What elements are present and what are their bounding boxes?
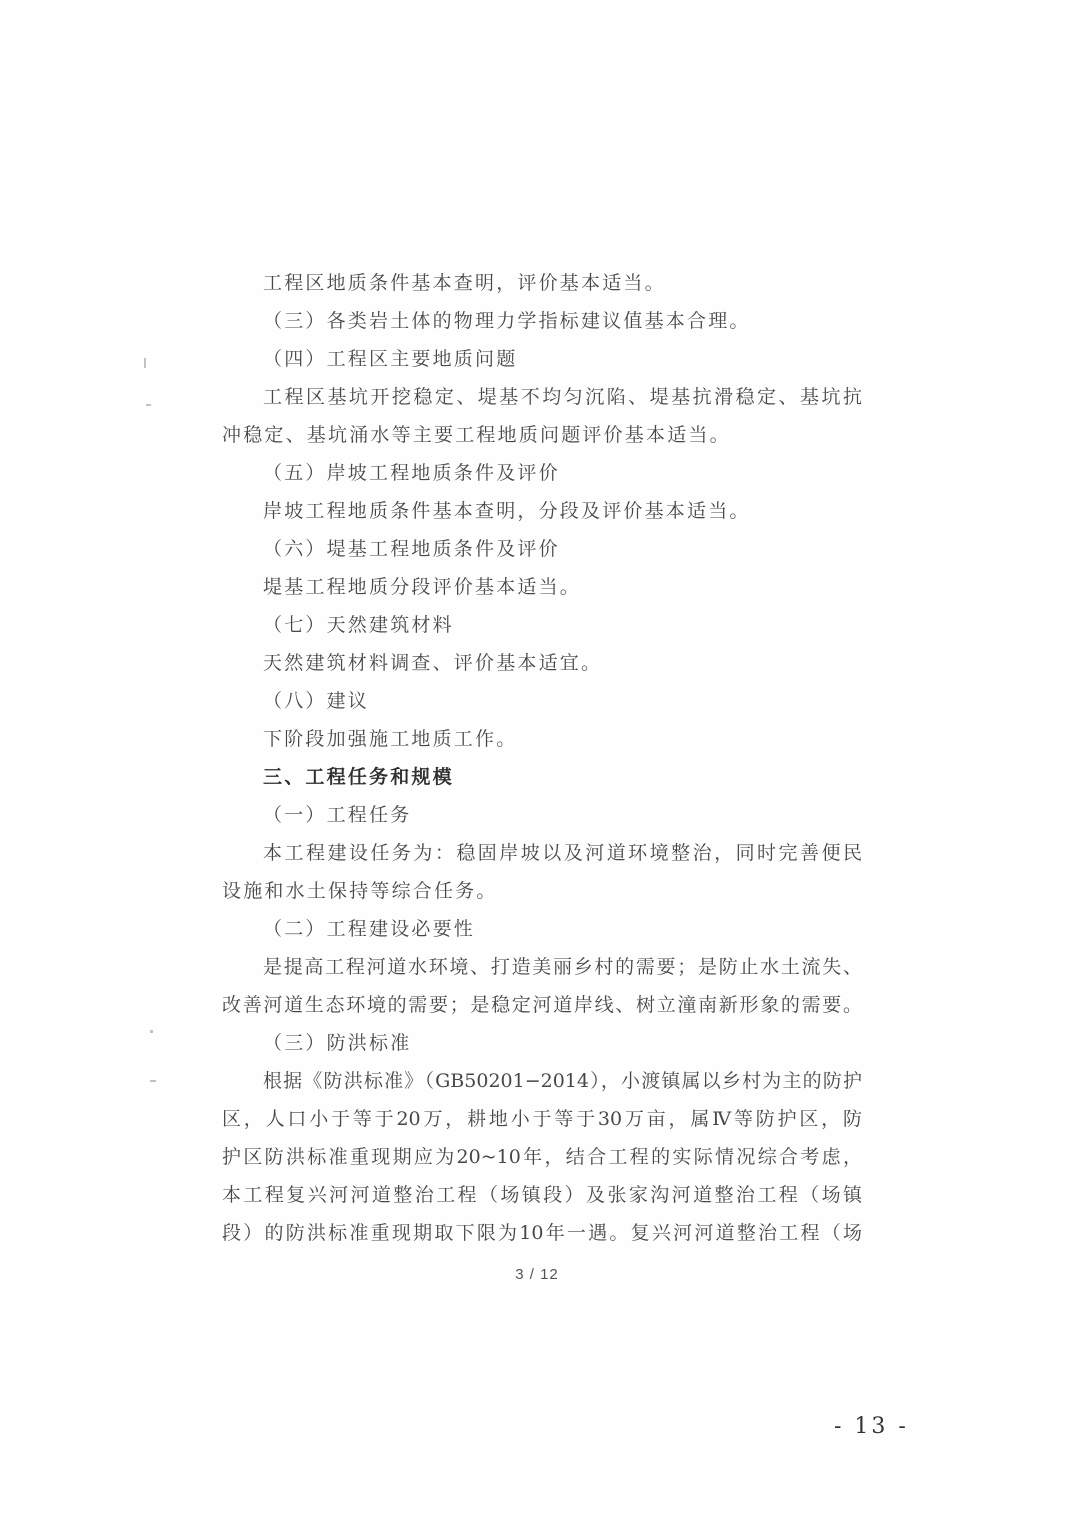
text-line: 区，人口小于等于20万，耕地小于等于30万亩，属Ⅳ等防护区，防 [222, 1108, 862, 1130]
section-heading: 三、工程任务和规模 [263, 766, 454, 788]
text-line: （三）防洪标准 [263, 1032, 412, 1054]
scan-speck [146, 404, 151, 406]
text-line: （三）各类岩土体的物理力学指标建议值基本合理。 [263, 310, 751, 332]
text-line: 本工程建设任务为：稳固岸坡以及河道环境整治，同时完善便民 [263, 842, 862, 864]
page-label: 3 / 12 [515, 1266, 559, 1283]
text-line: 段）的防洪标准重现期取下限为10年一遇。复兴河河道整治工程（场 [222, 1222, 862, 1244]
text-line: 设施和水土保持等综合任务。 [222, 880, 498, 902]
text-line: 工程区地质条件基本查明，评价基本适当。 [263, 272, 666, 294]
document-page-number: - 13 - [834, 1414, 909, 1439]
text-line: 护区防洪标准重现期应为20~10年，结合工程的实际情况综合考虑， [222, 1146, 862, 1168]
text-line: 岸坡工程地质条件基本查明，分段及评价基本适当。 [263, 500, 751, 522]
text-line: 工程区基坑开挖稳定、堤基不均匀沉陷、堤基抗滑稳定、基坑抗 [263, 386, 862, 408]
text-line: （七）天然建筑材料 [263, 614, 454, 636]
text-line: （一）工程任务 [263, 804, 412, 826]
text-line: 天然建筑材料调查、评价基本适宜。 [263, 652, 603, 674]
text-line: 冲稳定、基坑涌水等主要工程地质问题评价基本适当。 [222, 424, 731, 446]
text-line: 下阶段加强施工地质工作。 [263, 728, 518, 750]
text-line: （六）堤基工程地质条件及评价 [263, 538, 560, 560]
text-line: （四）工程区主要地质问题 [263, 348, 518, 370]
text-line: 是提高工程河道水环境、打造美丽乡村的需要；是防止水土流失、 [263, 956, 862, 978]
text-line: （八）建议 [263, 690, 370, 712]
text-line: （二）工程建设必要性 [263, 918, 476, 940]
scan-speck [150, 1030, 153, 1033]
text-line: 本工程复兴河河道整治工程（场镇段）及张家沟河道整治工程（场镇 [222, 1184, 862, 1206]
text-line: （五）岸坡工程地质条件及评价 [263, 462, 560, 484]
scan-speck [150, 1080, 156, 1082]
text-line: 根据《防洪标准》（GB50201−2014），小渡镇属以乡村为主的防护 [263, 1070, 862, 1092]
document-body [222, 264, 862, 1252]
text-line: 堤基工程地质分段评价基本适当。 [263, 576, 582, 598]
text-line: 改善河道生态环境的需要；是稳定河道岸线、树立潼南新形象的需要。 [222, 994, 862, 1016]
scan-speck [144, 358, 146, 368]
